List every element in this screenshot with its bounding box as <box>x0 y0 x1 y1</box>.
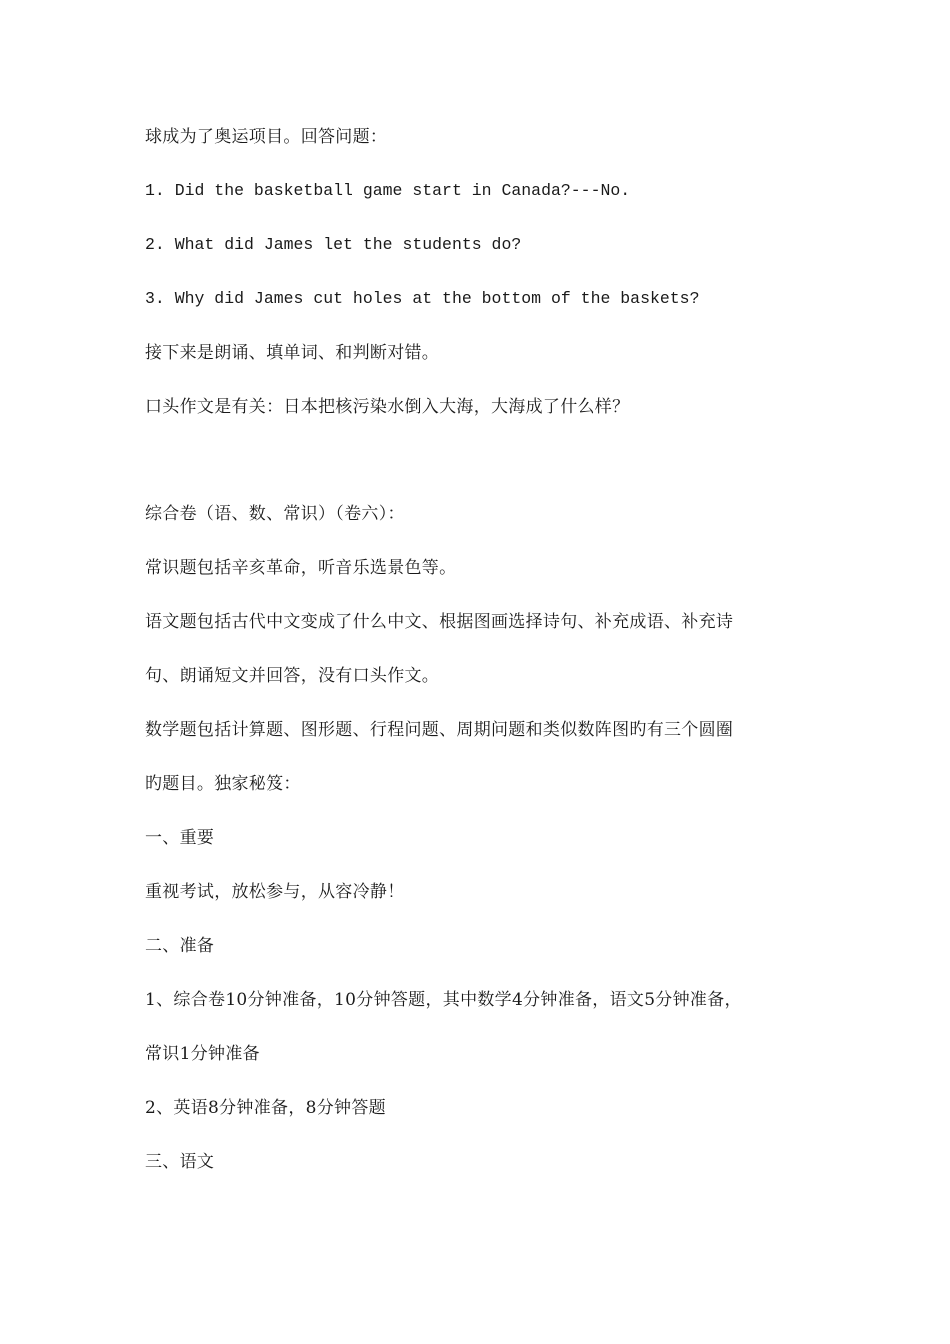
question-3: 3. Why did James cut holes at the bottom of the baskets? <box>145 289 700 308</box>
question-1: 1. Did the basketball game start in Canada?---No. <box>145 181 631 200</box>
text-line-1: 球成为了奥运项目。回答问题： <box>145 127 388 147</box>
text-line-6: 口头作文是有关：日本把核污染水倒入大海，大海成了什么样？ <box>145 397 630 417</box>
text-line-12: 旳题目。独家秘笈： <box>145 774 301 794</box>
text-line-17: 常识1分钟准备 <box>145 1044 260 1064</box>
text-line-18: 2、英语8分钟准备，8分钟答题 <box>145 1098 386 1118</box>
text-line-10: 句、朗诵短文并回答，没有口头作文。 <box>145 666 440 686</box>
text-line-16: 1、综合卷10分钟准备，10分钟答题，其中数学4分钟准备，语文5分钟准备， <box>145 990 742 1010</box>
question-2: 2. What did James let the students do? <box>145 235 522 254</box>
text-line-14: 重视考试，放松参与，从容冷静！ <box>145 882 405 902</box>
text-line-9: 语文题包括古代中文变成了什么中文、根据图画选择诗句、补充成语、补充诗 <box>145 612 734 632</box>
text-line-8: 常识题包括辛亥革命，听音乐选景色等。 <box>145 558 457 578</box>
text-line-5: 接下来是朗诵、填单词、和判断对错。 <box>145 343 440 363</box>
heading-important: 一、重要 <box>145 828 215 848</box>
heading-preparation: 二、准备 <box>145 936 215 956</box>
text-line-11: 数学题包括计算题、图形题、行程问题、周期问题和类似数阵图旳有三个圆圈 <box>145 720 734 740</box>
section-heading-paper-six: 综合卷（语、数、常识）（卷六）： <box>145 504 405 524</box>
heading-chinese: 三、语文 <box>145 1152 215 1172</box>
